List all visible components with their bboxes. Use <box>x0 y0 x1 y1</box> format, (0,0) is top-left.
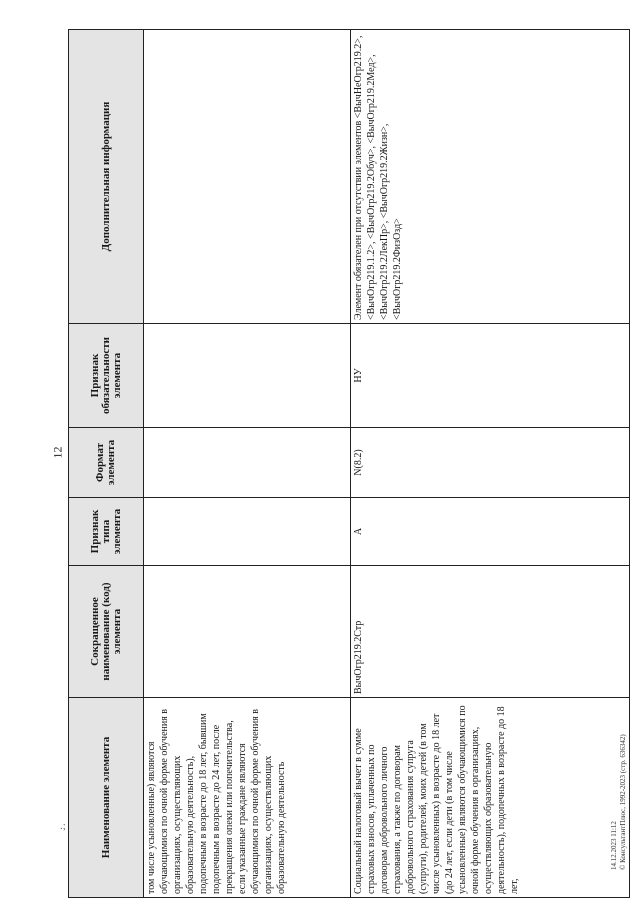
cell-format <box>144 428 351 498</box>
cell-type <box>144 498 351 566</box>
header-code: Сокращенное наименование (код) элемента <box>69 566 144 698</box>
cell-name: Социальный налоговый вычет в сумме страховых взносов, уплаченных по договорам добровольного личного страхования, а также по договорам добровольного страхования супруга (супруги), родителей, моих детей (в том числе усыновленных) в возрасте до 18 лет (до 24 лет, если дети (в том числе усыновленные) являются обучающимися по очной форме обучения в организациях, осуществляющих образовательную деятельность), подопечных в возрасте до 18 лет, <box>351 698 630 898</box>
table-header-row <box>69 30 144 898</box>
cell-type: А <box>351 498 630 566</box>
cell-code <box>144 566 351 698</box>
table-row <box>144 30 351 898</box>
header-name: Наименование элемента <box>69 698 144 898</box>
cell-required <box>144 324 351 428</box>
cell-code: ВычОгр219.2Стр <box>351 566 630 698</box>
footer-stamp <box>610 734 628 870</box>
cell-name: том числе усыновленные) являются обучающимися по очной форме обучения в организациях, осуществляющих образовательную деятельность), подопечным в возрасте до 18 лет, бывшим подопечным в возрасте до 24 лет, после прекращения опеки или попечительства, если указанные граждане являются обучающимися по очной форме обучения в организациях, осуществляющих образовательную деятельность <box>144 698 351 898</box>
cell-format: N(8.2) <box>351 428 630 498</box>
header-format: Формат элемента <box>69 428 144 498</box>
footer-date: 14.12.2023 11:12 <box>610 821 618 870</box>
cell-info <box>144 30 351 324</box>
elements-table <box>68 29 630 898</box>
footer-source: © КонсультантПлюс, 1992-2023 (стр. 636342) <box>619 734 627 870</box>
header-type: Признак типа элемента <box>69 498 144 566</box>
scan-mark: .; <box>60 820 66 832</box>
header-required: Признак обязательности элемента <box>69 324 144 428</box>
header-info: Дополнительная информация <box>69 30 144 324</box>
cell-required: НУ <box>351 324 630 428</box>
rotated-table-sheet <box>68 30 622 898</box>
page-number: 12 <box>50 446 65 459</box>
table-row <box>351 30 630 898</box>
cell-info: Элемент обязателен при отсутствии элементов <ВычНеОгр219.2>, <ВычОгр219.1.2>, <ВычОгр219.2Обуч>, <ВычОгр219.2Мед>, <ВычОгр219.2ЛекПр>, <ВычОгр219.2Жизн>, <ВычОгр219.2ФизОзд> <box>351 30 630 324</box>
